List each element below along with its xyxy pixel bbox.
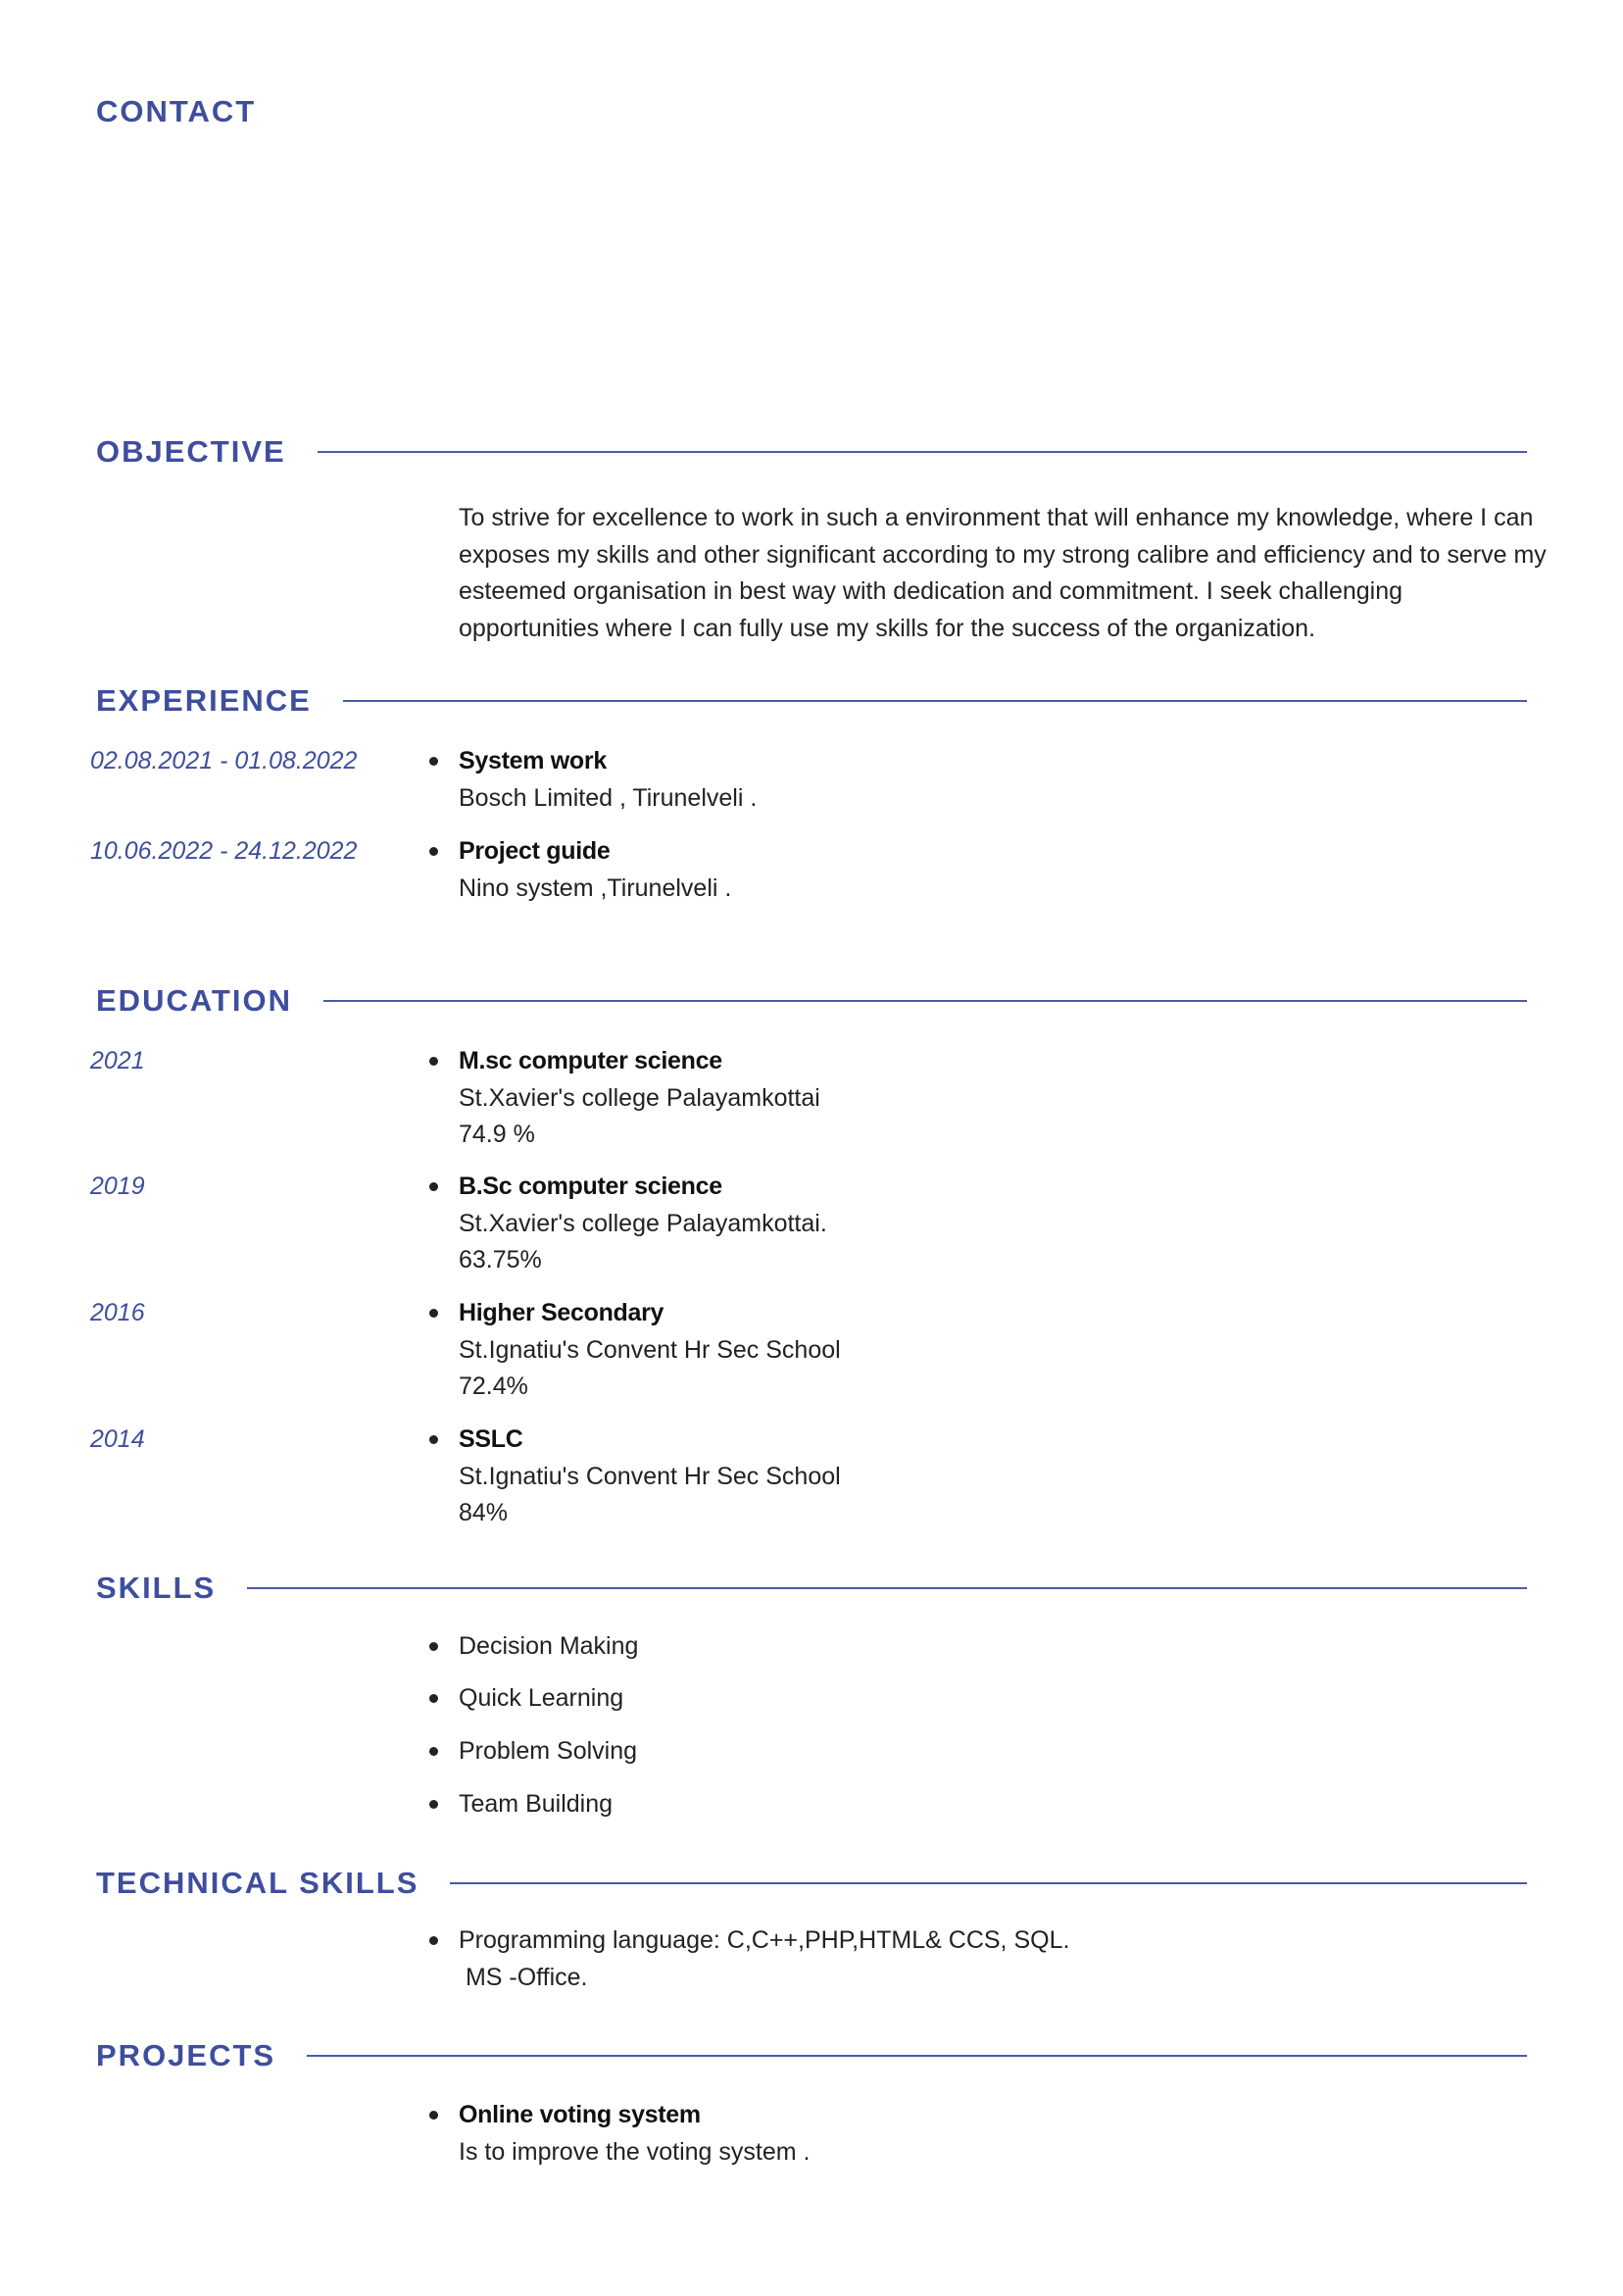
education-heading: EDUCATION [96,983,292,1018]
education-score: 72.4% [459,1373,528,1400]
skill-label: Team Building [459,1790,614,1818]
skill-label: Problem Solving [459,1737,638,1765]
education-score: 63.75% [459,1246,542,1273]
experience-details [459,743,1537,817]
technical-skills-section-header [96,1864,1527,1903]
technical-skills-entry [459,1922,1537,1996]
experience-details [459,833,1537,907]
skills-divider [247,1587,1527,1589]
bullet-icon [429,847,438,856]
education-degree: M.sc computer science [459,1047,722,1074]
project-name: Online voting system [459,2101,701,2128]
education-year: 2021 [90,1047,145,1074]
objective-heading: OBJECTIVE [96,434,286,469]
experience-role: System work [459,747,607,774]
skill-item [459,1786,613,1822]
skill-item [459,1733,637,1770]
education-details [459,1422,1537,1532]
skills-section-header [96,1569,1527,1608]
education-year: 2014 [90,1425,145,1453]
experience-heading: EXPERIENCE [96,683,312,718]
education-degree: SSLC [459,1425,523,1453]
technical-skills-divider [450,1882,1527,1884]
bullet-icon [429,1747,438,1756]
objective-divider [318,451,1527,453]
education-score: 84% [459,1499,509,1526]
objective-text [459,500,1556,647]
experience-date: 10.06.2022 - 24.12.2022 [90,837,358,865]
education-degree: B.Sc computer science [459,1173,722,1200]
experience-role: Project guide [459,837,611,865]
project-entry [459,2097,1537,2171]
bullet-icon [429,1642,438,1651]
skills-heading: SKILLS [96,1571,217,1605]
objective-line: esteemed organisation in best way with dedication and commitment. I seek challenging [459,577,1403,605]
projects-section-header [96,2036,1527,2075]
objective-line: opportunities where I can fully use my skills for the success of the organization. [459,614,1316,642]
skill-label: Quick Learning [459,1684,624,1712]
technical-skills-languages: Programming language: C,C++,PHP,HTML& CCS, SQL. [459,1926,1070,1954]
objective-line: exposes my skills and other significant according to my strong calibre and efficiency and to serve my [459,540,1547,569]
bullet-icon [429,1435,438,1444]
skill-label: Decision Making [459,1632,639,1660]
objective-line: To strive for excellence to work in such a environment that will enhance my knowledge, where I can [459,504,1534,531]
education-divider [323,1000,1527,1002]
projects-heading: PROJECTS [96,2038,276,2072]
bullet-icon [429,1694,438,1703]
technical-skills-office: MS -Office. [459,1963,588,1991]
technical-skills-heading: TECHNICAL SKILLS [96,1866,419,1900]
project-description: Is to improve the voting system . [459,2137,811,2166]
contact-heading: CONTACT [96,94,257,128]
bullet-icon [429,1936,438,1945]
experience-divider [343,700,1527,702]
projects-divider [307,2055,1527,2057]
experience-date: 02.08.2021 - 01.08.2022 [90,747,358,774]
experience-place: Nino system ,Tirunelveli . [459,873,732,902]
experience-section-header [96,681,1527,721]
bullet-icon [429,1057,438,1066]
experience-place: Bosch Limited , Tirunelveli . [459,783,758,812]
education-year: 2016 [90,1299,145,1326]
objective-section-header [96,432,1527,472]
education-details [459,1169,1537,1279]
education-details [459,1043,1537,1154]
bullet-icon [429,1800,438,1809]
education-school: St.Xavier's college Palayamkottai. [459,1209,827,1237]
education-score: 74.9 % [459,1121,535,1148]
education-degree: Higher Secondary [459,1299,664,1326]
education-school: St.Xavier's college Palayamkottai [459,1083,820,1112]
bullet-icon [429,1309,438,1318]
education-details [459,1295,1537,1406]
skill-item [459,1628,638,1665]
bullet-icon [429,757,438,766]
skill-item [459,1680,623,1717]
bullet-icon [429,1182,438,1191]
bullet-icon [429,2111,438,2120]
education-school: St.Ignatiu's Convent Hr Sec School [459,1335,841,1364]
education-year: 2019 [90,1173,145,1200]
education-school: St.Ignatiu's Convent Hr Sec School [459,1462,841,1490]
education-section-header [96,981,1527,1021]
